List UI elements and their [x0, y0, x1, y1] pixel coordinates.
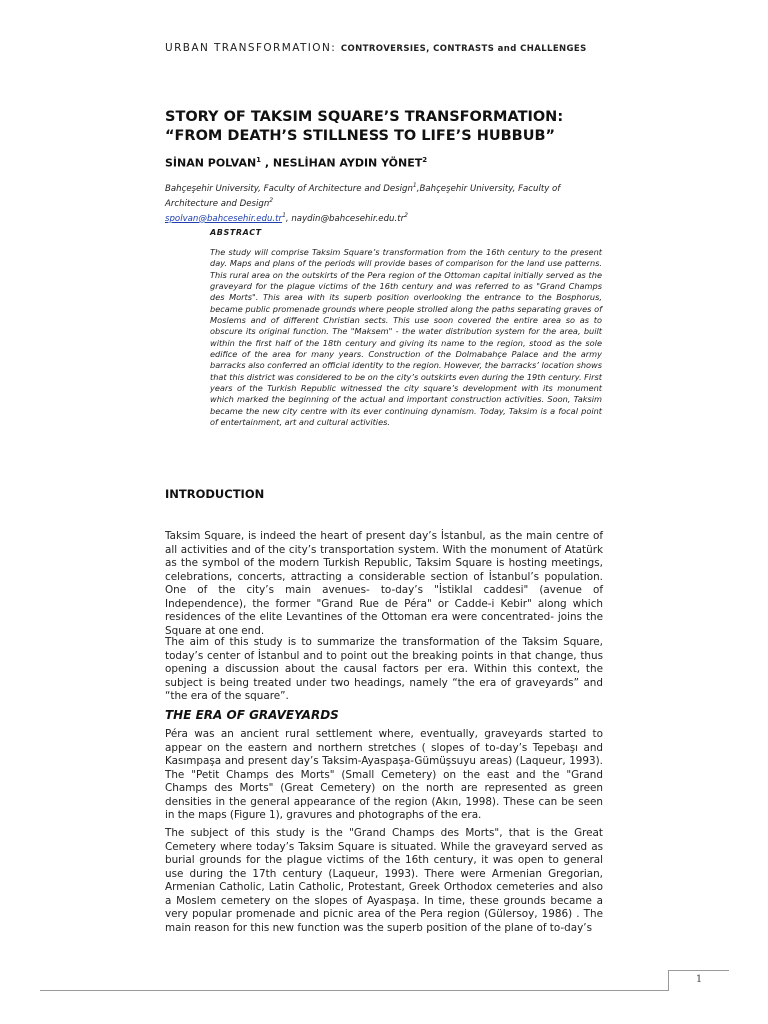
footer-rule [40, 990, 668, 991]
header-subtitle: CONTROVERSIES, CONTRASTS and CHALLENGES [340, 44, 587, 54]
title-line-1: STORY OF TAKSIM SQUARE’S TRANSFORMATION: [165, 109, 564, 125]
abstract-heading: ABSTRACT [210, 228, 262, 237]
email-separator: , [285, 213, 292, 224]
author-2: NESLİHAN AYDIN YÖNET [272, 156, 423, 170]
introduction-heading: INTRODUCTION [165, 487, 265, 501]
title-line-2: “FROM DEATH’S STILLNESS TO LIFE’S HUBBUB” [165, 128, 556, 144]
affiliation-2-mark: 2 [269, 196, 274, 204]
affiliation-block [165, 180, 605, 225]
graveyards-paragraph-2: The subject of this study is the "Grand Champs des Morts", that is the Great Cemetery where today’s Taksim Square is situated. While the graveyard served as burial grounds for the plague victims of the 16th century, it was open to general use during the 17th century (Laqueur, 1993). There were Armenian Gregorian, Armenian Catholic, Latin Catholic, Protestant, Greek Orthodox cemeteries and also a Moslem cemetery on the slopes of Ayaspaşa. In time, these grounds became a very popular promenade and picnic area of the Pera region (Gülersoy, 1986) . The main reason for this new function was the superb position of the plane of to-day’s [165, 827, 603, 934]
paper-title [165, 108, 625, 146]
author-1-mark: 1 [256, 156, 262, 164]
email-1-mark: 1 [282, 211, 286, 219]
affiliation-line [165, 180, 605, 210]
author-line [165, 156, 427, 170]
header-series: URBAN TRANSFORMATION: [165, 42, 337, 54]
page-number: 1 [695, 974, 703, 985]
graveyards-paragraph-1: Péra was an ancient rural settlement where, eventually, graveyards started to appear on the eastern and northern stretches ( slopes of to-day’s Tepebaşı and Kasımpaşa and present day’s Taksim-Ayaspaşa-Gümüşsuyu areas) (Laqueur, 1993). The "Petit Champs des Morts" (Small Cemetery) on the east and the "Grand Champs des Morts" (Great Cemetery) on the north are represented as green densities in the general appearance of the region (Akın, 1998). These can be seen in the maps (Figure 1), gravures and photographs of the era. [165, 728, 603, 821]
author-1: SİNAN POLVAN [165, 156, 257, 170]
running-header [165, 42, 587, 54]
affiliation-1-mark: 1 [412, 182, 417, 189]
email-link-1[interactable]: spolvan@bahcesehir.edu.tr [165, 213, 283, 224]
email-2: naydin@bahcesehir.edu.tr [291, 213, 405, 224]
graveyards-heading: THE ERA OF GRAVEYARDS [165, 708, 339, 722]
email-2-mark: 2 [404, 211, 408, 219]
abstract-text: The study will comprise Taksim Square’s transformation from the 16th century to the present day. Maps and plans of the periods will provide bases of comparison for the land use patterns. This rural area on the outskirts of the Pera region of the Ottoman capital initially served as the graveyard for the plague victims of the 16th century and was referred to as "Grand Champs des Morts". This area with its superb position overlooking the entrance to the Bosphorus, became public promenade grounds where people strolled along the paths separating graves of Moslems and of different Christian sects. This use soon covered the entire area so as to obscure its original function. The "Maksem" - the water distribution system for the area, built within the first half of the 18th century and giving its name to the region, stood as the sole edifice of the area for many years. Construction of the Dolmabahçe Palace and the army barracks also conferred an official identity to the region. However, the barracks’ location shows that this district was considered to be on the city’s outskirts even during the 19th century. First years of the Turkish Republic witnessed the city square’s development with its monument which marked the beginning of the actual and important construction activities. Soon, Taksim became the new city centre with its ever continuing dynamism. Today, Taksim is a focal point of entertainment, art and cultural activities. [210, 247, 602, 428]
introduction-paragraph-2: The aim of this study is to summarize the transformation of the Taksim Square, today’s center of İstanbul and to point out the breaking points in that change, thus opening a discussion about the causal factors per era. Within this context, the subject is being treated under two headings, namely “the era of graveyards” and “the era of the square”. [165, 636, 603, 702]
affiliation-1: Bahçeşehir University, Faculty of Architecture and Design [165, 183, 413, 194]
affiliation-2: ,Bahçeşehir University, Faculty of Architecture and Design [165, 183, 561, 209]
page-number-box [668, 970, 729, 991]
introduction-paragraph-1: Taksim Square, is indeed the heart of present day’s İstanbul, as the main centre of all activities and of the city’s transportation system. With the monument of Atatürk as the symbol of the modern Turkish Republic, Taksim Square is hosting meetings, celebrations, concerts, attracting a considerable section of İstanbul’s population. One of the city’s main avenues- to-day’s "İstiklal caddesi" (avenue of Independence), the former "Grand Rue de Péra" or Cadde-i Kebir" along which residences of the elite Levantines of the Ottoman era were concentrated- joins the Square at one end. [165, 530, 603, 637]
email-line [165, 210, 605, 225]
author-separator: , [261, 156, 273, 170]
author-2-mark: 2 [422, 156, 428, 164]
